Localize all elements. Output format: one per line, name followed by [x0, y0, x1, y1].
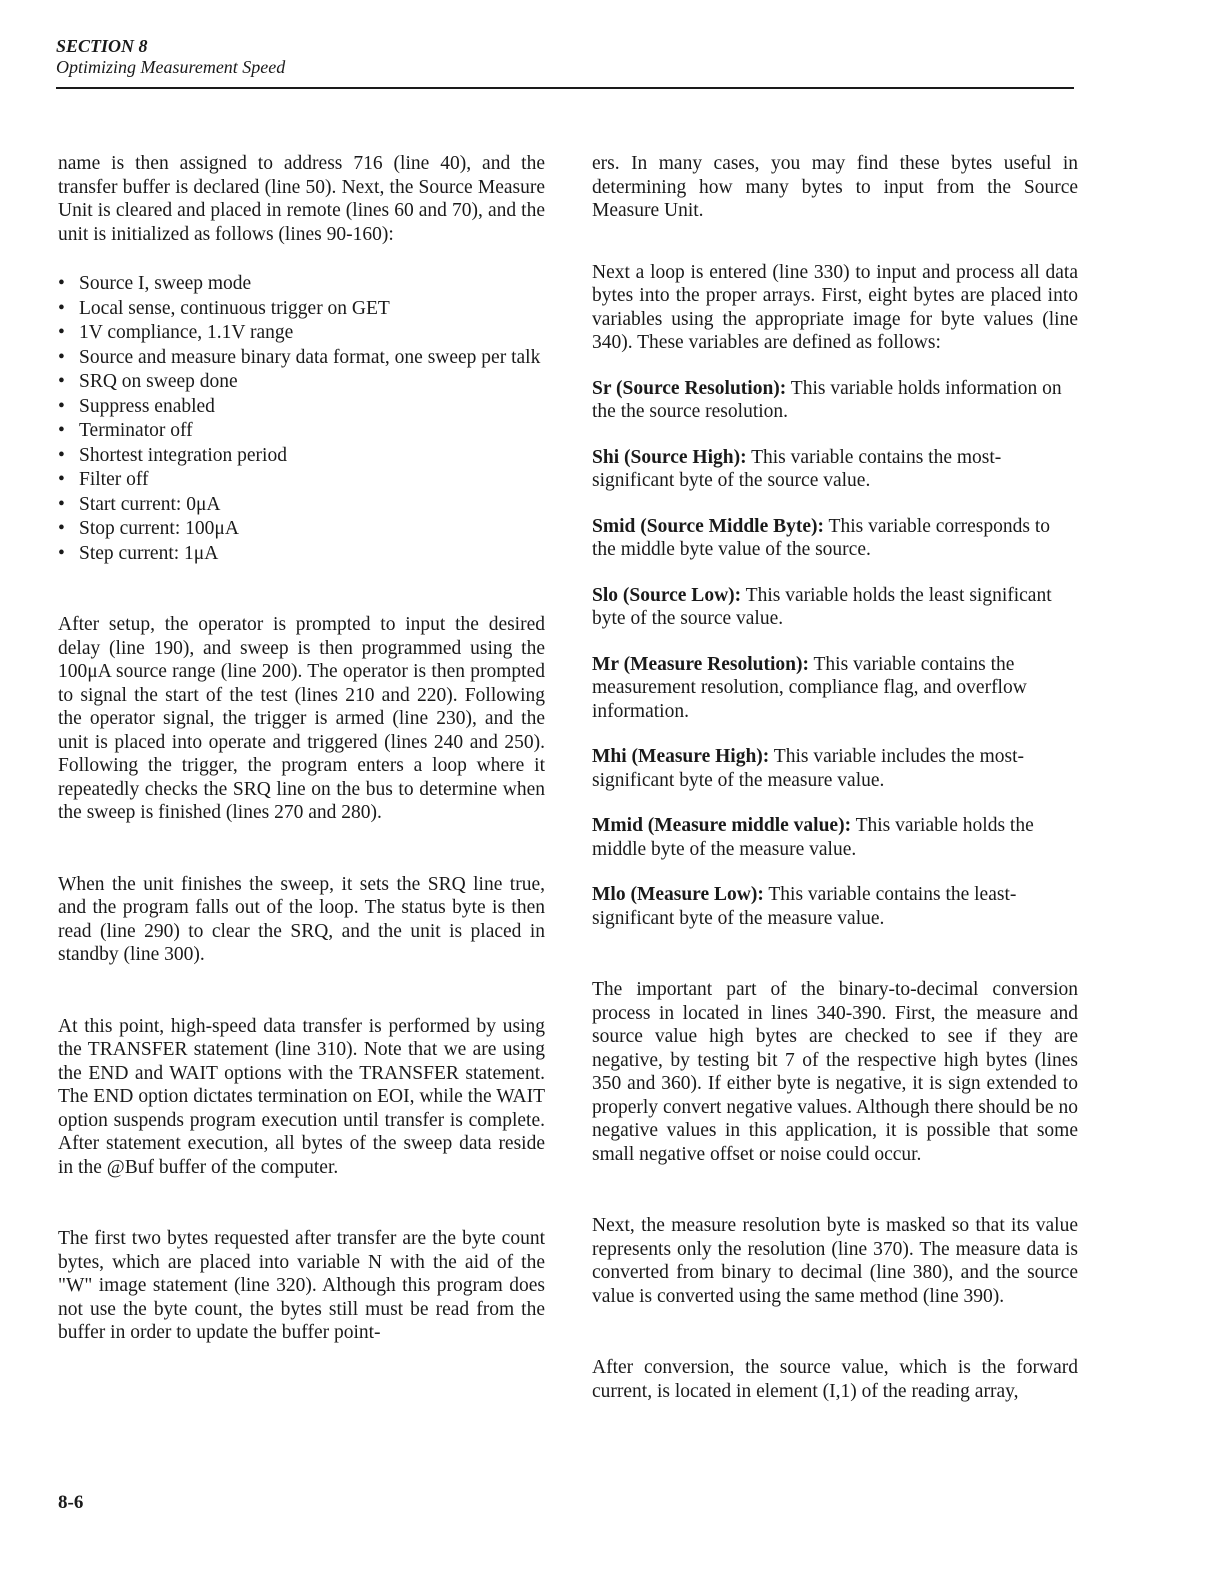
list-item	[58, 321, 545, 345]
right-column	[592, 152, 1078, 1403]
page-number: 8-6	[58, 1492, 84, 1513]
list-item-text: Shortest integration period	[79, 444, 287, 466]
list-item	[58, 272, 545, 296]
list-item	[58, 517, 545, 541]
settings-list	[58, 272, 545, 565]
variable-definitions	[592, 377, 1078, 931]
definition-item	[592, 377, 1078, 424]
definition-item	[592, 515, 1078, 562]
list-item-text: Local sense, continuous trigger on GET	[79, 297, 390, 319]
definition-term: Shi (Source High):	[592, 446, 747, 468]
list-item	[58, 468, 545, 492]
header-rule	[56, 87, 1074, 89]
bullet-icon: •	[58, 542, 65, 564]
page-header	[56, 36, 1074, 78]
section-subtitle: Optimizing Measurement Speed	[56, 57, 286, 77]
list-item	[58, 493, 545, 517]
bullet-icon: •	[58, 297, 65, 319]
list-item-text: Source I, sweep mode	[79, 273, 252, 294]
list-item	[58, 395, 545, 419]
conversion-paragraph: The important part of the binary-to-decimal conversion process in located in lines 340-390. First, the measure and source value high bytes are checked to see if they are negative, by testing bit 7 of the respective high bytes (lines 350 and 360). If either byte is negative, it is sign extended to properly convert negative values. Although there should be no negative values in this application, it is possible that some small negative offset or noise could occur.	[592, 979, 1078, 1165]
bullet-icon: •	[58, 493, 65, 515]
definition-text: This variable includes the most-significant byte of the measure value.	[592, 746, 1024, 791]
list-item	[58, 297, 545, 321]
bullet-icon: •	[58, 371, 65, 392]
bullet-icon: •	[58, 469, 65, 490]
intro-paragraph: name is then assigned to address 716 (line 40), and the transfer buffer is declared (line 50). Next, the Source Measure Unit is cleared and placed in remote (lines 60 and 70), and the unit is initialized as follows (lines 90-160):	[58, 153, 545, 245]
definition-item	[592, 745, 1078, 792]
list-item	[58, 419, 545, 443]
sweep-finish-paragraph: When the unit finishes the sweep, it sets the SRQ line true, and the program falls out of the loop. The status byte is then read (line 290) to clear the SRQ, and the unit is placed in standby (line 300).	[58, 873, 545, 965]
bullet-icon: •	[58, 273, 65, 294]
definition-text: This variable contains the measurement resolution, compliance flag, and overflow information.	[592, 653, 1027, 722]
definition-term: Mmid (Measure middle value):	[592, 815, 852, 836]
definition-term: Mr (Measure Resolution):	[592, 653, 809, 675]
loop-paragraph: Next a loop is entered (line 330) to input and process all data bytes into the proper arrays. First, eight bytes are placed into variables using the appropriate image for byte values (line 340). These variables are defined as follows:	[592, 261, 1078, 353]
continued-paragraph: ers. In many cases, you may find these bytes useful in determining how many bytes to input from the Source Measure Unit.	[592, 153, 1078, 221]
list-item-text: Step current: 1μA	[79, 542, 219, 564]
list-item-text: Terminator off	[79, 420, 193, 441]
definition-text: This variable corresponds to the middle byte value of the source.	[592, 515, 1051, 560]
bullet-icon: •	[58, 420, 65, 441]
definition-term: Slo (Source Low):	[592, 584, 742, 606]
bullet-icon: •	[58, 518, 65, 539]
definition-term: Smid (Source Middle Byte):	[592, 515, 825, 537]
bullet-icon: •	[58, 395, 65, 417]
definition-item	[592, 584, 1078, 631]
mask-paragraph: Next, the measure resolution byte is masked so that its value represents only the resolution (line 370). The measure data is converted from binary to decimal (line 380), and the source value is converted using the same method (line 390).	[592, 1215, 1078, 1307]
definition-term: Sr (Source Resolution):	[592, 377, 787, 399]
list-item	[58, 346, 545, 370]
section-label: SECTION 8	[56, 36, 148, 56]
bullet-icon: •	[58, 322, 65, 343]
definition-term: Mlo (Measure Low):	[592, 884, 764, 905]
definition-text: This variable holds the middle byte of the measure value.	[592, 815, 1034, 860]
definition-term: Mhi (Measure High):	[592, 746, 770, 767]
setup-paragraph: After setup, the operator is prompted to input the desired delay (line 190), and sweep is then programmed using the 100μA source range (line 200). The operator is then prompted to signal the start of the test (lines 210 and 220). Following the operator signal, the trigger is armed (line 230), and the unit is placed into operate and triggered (lines 240 and 250). Following the trigger, the program enters a loop where it repeatedly checks the SRQ line on the bus to determine when the sweep is finished (lines 270 and 280).	[58, 614, 545, 823]
definition-item	[592, 446, 1078, 493]
definition-text: This variable contains the least-significant byte of the measure value.	[592, 884, 1017, 929]
left-column	[58, 152, 545, 1345]
definition-text: This variable holds information on the the source resolution.	[592, 377, 1062, 422]
after-conversion-paragraph: After conversion, the source value, which is the forward current, is located in element (I,1) of the reading array,	[592, 1357, 1078, 1402]
list-item-text: SRQ on sweep done	[79, 371, 238, 392]
list-item-text: Suppress enabled	[79, 395, 215, 417]
list-item	[58, 542, 545, 566]
bullet-icon: •	[58, 444, 65, 466]
list-item-text: Source and measure binary data format, one sweep per talk	[79, 346, 541, 368]
definition-text: This variable holds the least significant byte of the source value.	[592, 584, 1052, 629]
list-item-text: Start current: 0μA	[79, 493, 221, 515]
definition-item	[592, 883, 1078, 930]
list-item-text: Stop current: 100μA	[79, 518, 239, 539]
definition-item	[592, 814, 1078, 861]
list-item	[58, 370, 545, 394]
definition-item	[592, 653, 1078, 724]
list-item-text: Filter off	[79, 469, 149, 490]
byte-count-paragraph: The first two bytes requested after transfer are the byte count bytes, which are placed into variable N with the aid of the "W" image statement (line 320). Although this program does not use the byte count, the bytes still must be read from the buffer in order to update the buffer point-	[58, 1228, 545, 1343]
bullet-icon: •	[58, 346, 65, 368]
list-item-text: 1V compliance, 1.1V range	[79, 322, 294, 343]
list-item	[58, 444, 545, 468]
definition-text: This variable contains the most-significant byte of the source value.	[592, 446, 1002, 491]
transfer-paragraph: At this point, high-speed data transfer is performed by using the TRANSFER statement (line 310). Note that we are using the END and WAIT options with the TRANSFER statement. The END option dictates termination on EOI, while the WAIT option suspends program execution until transfer is complete. After statement execution, all bytes of the sweep data reside in the @Buf buffer of the computer.	[58, 1015, 545, 1178]
